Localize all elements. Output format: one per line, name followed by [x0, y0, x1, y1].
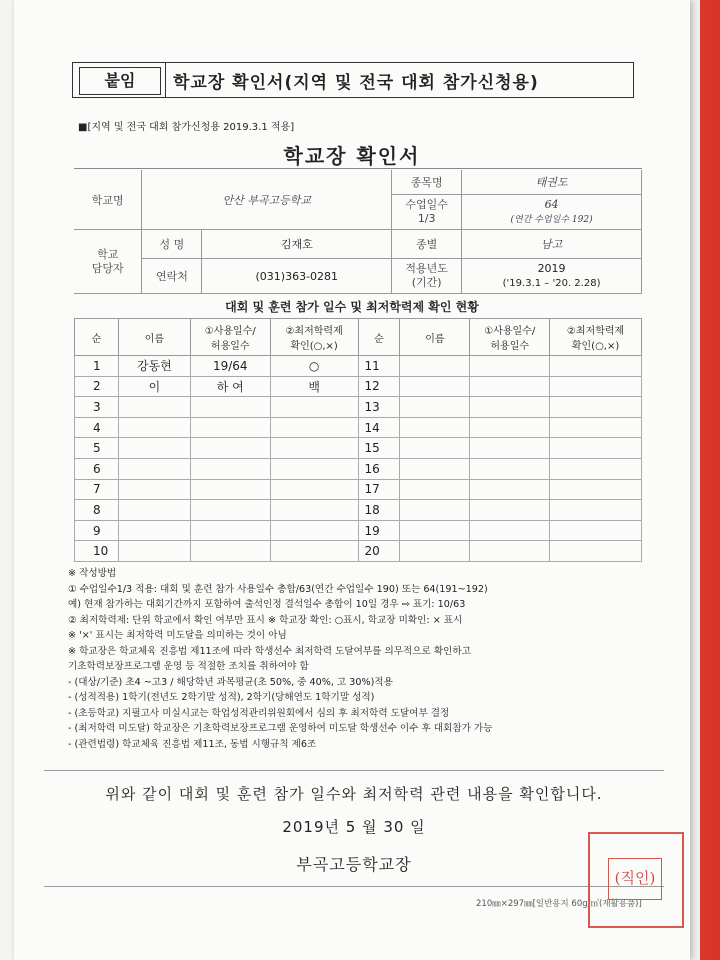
- principal-name: 부곡고등학교장: [296, 855, 412, 874]
- note-line: - (관련법령) 학교체육 진흥법 제11조, 동법 시행규칙 제6조: [68, 738, 317, 750]
- days-label-2: 1/3: [417, 212, 436, 225]
- row-name-right: [400, 520, 470, 541]
- event-value: 태권도: [462, 170, 642, 195]
- row-name-right: [400, 500, 470, 521]
- row-days: [190, 500, 270, 521]
- row-min-right: [550, 458, 642, 479]
- row-min: 백: [270, 376, 358, 397]
- note-line: - (최저학력 미도달) 학교장은 기초학력보장프로그램 운영하여 미도달 학생선수 이수 후 대회참가 가능: [68, 723, 493, 734]
- manager-label: [74, 230, 142, 294]
- date-text: 2019년 5 월 30 일: [282, 818, 426, 836]
- col-min: [270, 319, 358, 356]
- contact-label: 연락처: [142, 259, 202, 294]
- row-min-right: [550, 541, 642, 562]
- row-name-right: [400, 417, 470, 438]
- name-label: 성 명: [142, 230, 202, 259]
- col-no: 순: [75, 319, 119, 356]
- row-days-right: [470, 356, 550, 377]
- row-min: [270, 500, 358, 521]
- col-days-right: [470, 319, 550, 356]
- row-days: [190, 479, 270, 500]
- col-days-line1: ①사용일수/: [204, 326, 256, 337]
- school-value: 안산 부곡고등학교: [142, 170, 392, 230]
- paper-spec: 210㎜×297㎜[일반용지 60g/㎡(재활용품)]: [476, 899, 642, 909]
- row-name: [118, 500, 190, 521]
- notes-section: [68, 566, 668, 752]
- note-line: ① 수업일수1/3 적용: 대회 및 훈련 참가 사용일수 총합/63(연간 수업일수 190) 또는 64(191~192): [68, 583, 488, 595]
- row-name: [118, 479, 190, 500]
- top-rule: [74, 168, 642, 169]
- row-name: [118, 417, 190, 438]
- note-line: - (성적적용) 1학기(전년도 2학기말 성적), 2학기(당해연도 1학기말 성적): [68, 692, 375, 703]
- col-min-line1: ②최저학력제: [285, 326, 343, 337]
- table-header-row: [75, 319, 642, 356]
- table-row: [75, 417, 642, 438]
- manager-label-2: 담당자: [91, 261, 124, 275]
- row-number: 2: [75, 376, 119, 397]
- col-min-right: [550, 319, 642, 356]
- row-min: [270, 520, 358, 541]
- document-title: 학교장 확인서: [283, 144, 421, 168]
- table-row: [75, 541, 642, 562]
- row-days-right: [470, 438, 550, 459]
- row-name: 이: [118, 376, 190, 397]
- row-number: 3: [75, 397, 119, 418]
- row-days-right: [470, 479, 550, 500]
- col-days-line2: 허용일수: [210, 341, 250, 352]
- table-row: [75, 479, 642, 500]
- row-min-right: [550, 417, 642, 438]
- table-row: [75, 356, 642, 377]
- year-period: ('19.3.1 – '20. 2.28): [502, 277, 601, 289]
- note-line: - (초등학교) 지필고사 미실시교는 학업성적관리위원회에서 심의 후 최저학력 도달여부 결정: [68, 707, 450, 719]
- note-line: ② 최저학력제: 단위 학교에서 확인 여부만 표시 ※ 학교장 확인: ○표시, 학교장 미확인: × 표시: [68, 614, 463, 626]
- note-line: - (대상/기준) 초4 ~고3 / 해당학년 과목평균(초 50%, 중 40%, 고 30%)적용: [68, 676, 393, 688]
- row-name-right: [400, 397, 470, 418]
- col-name-right: 이름: [400, 319, 470, 356]
- row-days: [190, 541, 270, 562]
- col-days-right-line1: ①사용일수/: [484, 326, 536, 337]
- table-row: [75, 376, 642, 397]
- row-number-right: 12: [358, 376, 400, 397]
- table-row: [75, 520, 642, 541]
- row-min: [270, 417, 358, 438]
- gender-label: 종별: [392, 230, 462, 259]
- document-page: [14, 0, 690, 960]
- row-days-right: [470, 397, 550, 418]
- note-line: ※ 학교장은 학교체육 진흥법 제11조에 따라 학생선수 최저학력 도달여부를 의무적으로 확인하고: [68, 645, 471, 657]
- row-number: 5: [75, 438, 119, 459]
- table-row: [75, 500, 642, 521]
- row-min: [270, 479, 358, 500]
- note-line: ※ '×' 표시는 최저학력 미도달을 의미하는 것이 아님: [68, 630, 287, 641]
- row-name-right: [400, 458, 470, 479]
- row-number-right: 19: [358, 520, 400, 541]
- note-line: 기초학력보장프로그램 운영 등 적절한 조치를 취하여야 함: [68, 661, 309, 672]
- row-days: [190, 438, 270, 459]
- row-days: [190, 417, 270, 438]
- row-number: 8: [75, 500, 119, 521]
- col-min-line2: 확인(○,×): [290, 341, 338, 352]
- row-days-right: [470, 520, 550, 541]
- row-number-right: 17: [358, 479, 400, 500]
- row-min-right: [550, 397, 642, 418]
- row-number: 7: [75, 479, 119, 500]
- bottom-rule: [44, 886, 664, 887]
- manager-label-1: 학교: [97, 247, 119, 261]
- row-min-right: [550, 376, 642, 397]
- table-body: [75, 356, 642, 562]
- row-number-right: 20: [358, 541, 400, 562]
- form-note: ■[지역 및 전국 대회 참가신청용 2019.3.1 적용]: [78, 122, 295, 133]
- row-days: [190, 520, 270, 541]
- header-box: [72, 62, 634, 98]
- row-number-right: 18: [358, 500, 400, 521]
- row-number: 1: [75, 356, 119, 377]
- row-days-right: [470, 541, 550, 562]
- notes-rule: [44, 770, 664, 771]
- row-min-right: [550, 520, 642, 541]
- table-row: [75, 438, 642, 459]
- row-name: 강동현: [118, 356, 190, 377]
- row-days-right: [470, 417, 550, 438]
- school-label: 학교명: [74, 170, 142, 230]
- section-title: 대회 및 훈련 참가 일수 및 최저학력제 확인 현황: [225, 300, 479, 314]
- table-row: [75, 397, 642, 418]
- row-min: [270, 397, 358, 418]
- row-min: [270, 458, 358, 479]
- row-name-right: [400, 541, 470, 562]
- table-row: [75, 458, 642, 479]
- row-number: 9: [75, 520, 119, 541]
- row-name: [118, 520, 190, 541]
- row-name-right: [400, 376, 470, 397]
- row-name: [118, 397, 190, 418]
- year-label-1: 적용년도: [405, 262, 448, 275]
- row-days: [190, 397, 270, 418]
- contact-value: (031)363-0281: [202, 259, 392, 294]
- row-min: [270, 541, 358, 562]
- attachment-tag: 붙임: [79, 67, 161, 95]
- row-min-right: [550, 500, 642, 521]
- note-line: ※ 작성방법: [68, 568, 117, 579]
- row-number-right: 13: [358, 397, 400, 418]
- info-table: [74, 170, 642, 294]
- row-name-right: [400, 438, 470, 459]
- row-days-right: [470, 458, 550, 479]
- col-no-right: 순: [358, 319, 400, 356]
- seal-text: (직인): [608, 858, 662, 900]
- row-min-right: [550, 438, 642, 459]
- row-number-right: 11: [358, 356, 400, 377]
- gender-value: 남고: [462, 230, 642, 259]
- note-line: 예) 현재 참가하는 대회기간까지 포함하여 출석인정 결석일수 총합이 10일 경우 ⇨ 표기: 10/63: [68, 599, 466, 610]
- row-number: 6: [75, 458, 119, 479]
- row-number: 10: [75, 541, 119, 562]
- days-label-1: 수업일수: [405, 198, 448, 211]
- row-name-right: [400, 356, 470, 377]
- days-label: [392, 195, 462, 230]
- year-label-2: (기간): [411, 276, 442, 289]
- col-min-right-line2: 확인(○,×): [571, 341, 620, 352]
- header-separator: [165, 63, 166, 97]
- confirm-text: 위와 같이 대회 및 훈련 참가 일수와 최저학력 관련 내용을 확인합니다.: [105, 785, 603, 803]
- col-days: [190, 319, 270, 356]
- col-name: 이름: [118, 319, 190, 356]
- row-min-right: [550, 356, 642, 377]
- col-days-right-line2: 허용일수: [490, 341, 530, 352]
- year-value: 2019: [537, 261, 566, 275]
- row-days-right: [470, 500, 550, 521]
- row-number-right: 16: [358, 458, 400, 479]
- row-days-right: [470, 376, 550, 397]
- year-value-cell: [462, 259, 642, 294]
- row-number-right: 14: [358, 417, 400, 438]
- header-title: 학교장 확인서(지역 및 전국 대회 참가신청용): [173, 73, 539, 93]
- row-min: ○: [270, 356, 358, 377]
- row-name: [118, 438, 190, 459]
- row-days: 19/64: [190, 356, 270, 377]
- row-number: 4: [75, 417, 119, 438]
- days-value-cell: [462, 195, 642, 230]
- name-value: 김재호: [202, 230, 392, 259]
- days-value: 64: [544, 197, 559, 211]
- participation-table: [74, 318, 642, 562]
- row-name: [118, 458, 190, 479]
- year-label: [392, 259, 462, 294]
- event-label: 종목명: [392, 170, 462, 195]
- col-min-right-line1: ②최저학력제: [566, 326, 625, 337]
- row-days: [190, 458, 270, 479]
- row-name: [118, 541, 190, 562]
- row-number-right: 15: [358, 438, 400, 459]
- row-days: 하 여: [190, 376, 270, 397]
- row-min: [270, 438, 358, 459]
- row-min-right: [550, 479, 642, 500]
- official-seal: [588, 832, 684, 928]
- days-note: (연간 수업일수 192): [510, 214, 593, 225]
- row-name-right: [400, 479, 470, 500]
